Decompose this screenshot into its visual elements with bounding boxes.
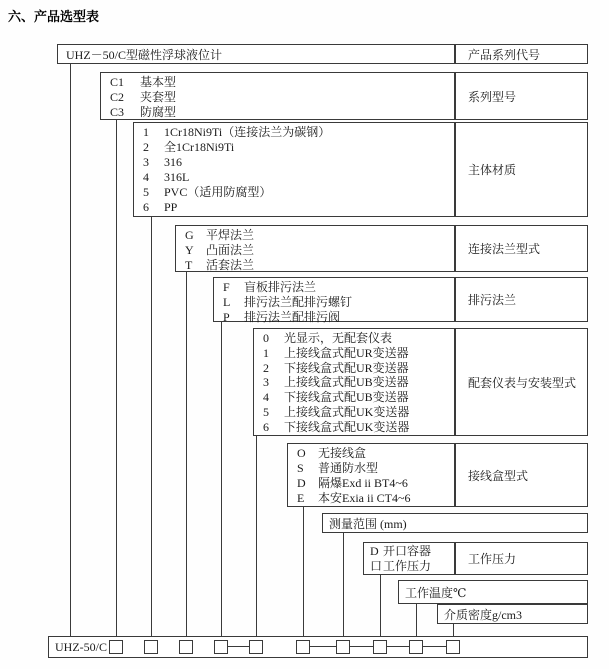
page-title: 六、产品选型表 <box>8 9 100 24</box>
option-code: F <box>223 280 230 294</box>
option-code: 1 <box>263 345 269 360</box>
option-desc: 无接线盒 <box>318 446 367 460</box>
working-pressure-box <box>363 542 455 575</box>
instrument-mounting-box <box>253 328 455 436</box>
option-line <box>263 375 454 390</box>
option-code: S <box>297 461 304 475</box>
option-desc: 平焊法兰 <box>206 228 255 242</box>
option-desc: 1Cr18Ni9Ti（连接法兰为碳钢） <box>164 125 331 139</box>
option-line <box>143 125 454 140</box>
option-line <box>185 228 454 243</box>
ladder-line <box>116 120 117 640</box>
code-box <box>336 640 350 654</box>
option-line <box>370 544 454 559</box>
working-pressure-options <box>364 543 454 574</box>
ladder-line <box>70 64 71 636</box>
option-code: 4 <box>143 170 149 185</box>
option-line <box>185 258 454 273</box>
connect-flange-box <box>175 225 455 272</box>
option-code: T <box>185 258 193 272</box>
option-line <box>223 295 454 310</box>
code-box <box>144 640 158 654</box>
option-line <box>370 559 454 574</box>
option-code: O <box>297 446 306 460</box>
option-line <box>297 491 454 506</box>
code-box <box>179 640 193 654</box>
option-desc: 下接线盒式配UB变送器 <box>284 390 409 405</box>
option-line <box>297 476 454 491</box>
option-desc: 光显示，无配套仪表 <box>284 331 393 345</box>
option-code: 2 <box>143 140 149 155</box>
option-desc: 本安Exia ii CT4~6 <box>318 491 411 505</box>
option-line <box>263 405 454 420</box>
model-header-box: UHZ－50/C型磁性浮球液位计 <box>57 44 455 64</box>
code-connector <box>387 646 409 647</box>
option-desc: 下接线盒式配UK变送器 <box>284 419 410 434</box>
option-code: C3 <box>110 105 125 119</box>
option-desc: 全1Cr18Ni9Ti <box>164 140 235 155</box>
option-code: 2 <box>263 360 269 375</box>
option-code: 0 <box>263 331 269 345</box>
option-line <box>185 243 454 258</box>
option-desc: 工作压力 <box>383 559 432 573</box>
option-code: 1 <box>143 125 149 139</box>
code-box <box>373 640 387 654</box>
option-desc: 排污法兰配排污螺钉 <box>244 295 353 309</box>
instrument-mounting-label: 配套仪表与安装型式 <box>455 328 588 436</box>
option-desc: 316 <box>164 155 182 170</box>
option-code: D <box>297 476 306 490</box>
option-code: 3 <box>143 155 149 170</box>
option-desc: 上接线盒式配UK变送器 <box>284 404 410 419</box>
option-line <box>143 170 454 185</box>
option-line <box>297 446 454 461</box>
option-desc: 防腐型 <box>140 105 177 119</box>
drain-flange-box <box>213 277 455 322</box>
option-code: 4 <box>263 390 269 405</box>
option-line <box>110 90 454 105</box>
option-code: 3 <box>263 375 269 390</box>
option-line <box>143 155 454 170</box>
option-desc: PP <box>164 200 178 215</box>
option-line <box>263 346 454 361</box>
code-connector <box>423 646 446 647</box>
instrument-mounting-options <box>254 329 454 435</box>
option-code: D <box>370 544 379 558</box>
option-line <box>263 420 454 435</box>
option-desc: 隔爆Exd ii BT4~6 <box>318 476 408 490</box>
ladder-line <box>221 322 222 640</box>
option-code: L <box>223 295 231 309</box>
code-box <box>249 640 263 654</box>
option-code: 5 <box>263 404 269 419</box>
series-type-box <box>100 72 455 120</box>
bottom-bar <box>48 636 588 658</box>
code-box <box>214 640 228 654</box>
ladder-line <box>256 436 257 640</box>
junction-box-box <box>287 443 455 507</box>
ladder-line <box>380 575 381 640</box>
model-prefix: UHZ-50/C <box>55 639 107 654</box>
option-line <box>223 280 454 295</box>
drain-flange-label: 排污法兰 <box>455 277 588 322</box>
option-desc: 上接线盒式配UB变送器 <box>284 375 409 390</box>
ladder-line <box>416 604 417 640</box>
option-line <box>263 331 454 346</box>
option-desc: 上接线盒式配UR变送器 <box>284 345 409 360</box>
option-line <box>143 185 454 200</box>
option-desc: 316L <box>164 170 190 185</box>
option-desc: 盲板排污法兰 <box>244 280 317 294</box>
junction-box-label: 接线盒型式 <box>455 443 588 507</box>
option-code: E <box>297 491 305 505</box>
ladder-line <box>186 272 187 640</box>
option-desc: 基本型 <box>140 75 177 89</box>
option-line <box>143 200 454 215</box>
ladder-line <box>343 533 344 640</box>
option-code: 6 <box>263 419 269 434</box>
series-type-options <box>101 73 454 120</box>
code-box <box>409 640 423 654</box>
option-line <box>143 140 454 155</box>
option-desc: 夹套型 <box>140 90 177 104</box>
body-material-box <box>133 122 455 217</box>
working-pressure-label: 工作压力 <box>455 542 588 575</box>
series-type-label: 系列型号 <box>455 72 588 120</box>
code-connector <box>310 646 336 647</box>
working-temperature-box: 工作温度℃ <box>398 580 588 604</box>
option-code: G <box>185 228 194 242</box>
option-code: 5 <box>143 185 149 200</box>
option-desc: 普通防水型 <box>318 461 379 475</box>
option-desc: 活套法兰 <box>206 258 255 272</box>
code-box <box>296 640 310 654</box>
measure-range-box: 测量范围 (mm) <box>322 513 588 533</box>
connect-flange-label: 连接法兰型式 <box>455 225 588 272</box>
option-line <box>263 361 454 376</box>
option-code: 6 <box>143 200 149 215</box>
option-code: Y <box>185 243 194 257</box>
option-line <box>110 105 454 120</box>
connect-flange-options <box>176 226 454 273</box>
option-line <box>297 461 454 476</box>
body-material-label: 主体材质 <box>455 122 588 217</box>
medium-density-box: 介质密度g/cm3 <box>437 604 588 624</box>
option-desc: 排污法兰配排污阀 <box>244 310 341 324</box>
option-desc: 凸面法兰 <box>206 243 255 257</box>
option-line <box>223 310 454 325</box>
option-code: P <box>223 310 230 324</box>
code-box <box>446 640 460 654</box>
option-line <box>263 390 454 405</box>
junction-box-options <box>288 444 454 506</box>
ladder-line <box>151 217 152 640</box>
ladder-line <box>303 507 304 640</box>
code-connector <box>350 646 373 647</box>
option-desc: 开口容器 <box>383 544 432 558</box>
drain-flange-options <box>214 278 454 325</box>
option-desc: PVC（适用防腐型） <box>164 185 272 200</box>
code-box <box>109 640 123 654</box>
option-code: 口 <box>370 559 383 573</box>
option-desc: 下接线盒式配UR变送器 <box>284 360 409 375</box>
series-code-label: 产品系列代号 <box>455 44 588 64</box>
body-material-options <box>134 123 454 216</box>
option-code: C1 <box>110 75 125 89</box>
code-connector <box>228 646 249 647</box>
option-line <box>110 75 454 90</box>
option-code: C2 <box>110 90 125 104</box>
